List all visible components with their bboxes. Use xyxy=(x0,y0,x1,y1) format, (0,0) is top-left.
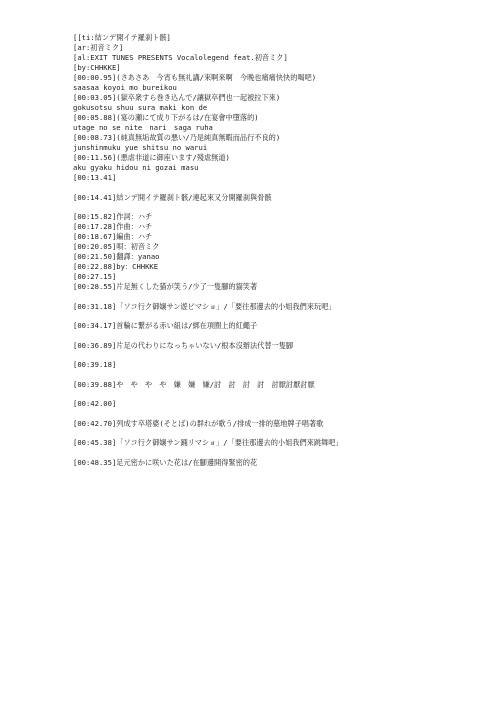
lyric-line: [00:45.38]「ソコ行ク御嬢サン踊リマショ」/「要往那邊去的小姐我們來跳舞吧」 xyxy=(73,438,343,447)
lyric-line: [00:48.35]足元密かに咲いた花は/在腳邊開得緊密的花 xyxy=(73,457,258,467)
lyric-line: [00:11.56](悪虐非道に御座います/殘虐無道) xyxy=(73,153,230,162)
lyric-line: [00:39.18] xyxy=(73,360,117,369)
lyric-line: [00:27.15] xyxy=(73,272,117,281)
lyric-line: [al:EXIT TUNES PRESENTS Vocalolegend feat.初音ミク] xyxy=(73,53,288,62)
lyric-line: [00:13.41] xyxy=(73,173,117,182)
lyric-line: [[ti:結ンデ開イテ羅刹ト骸] xyxy=(73,33,171,42)
lyric-line: [00:18.67]編曲：ハチ xyxy=(73,232,153,241)
lyric-line: [00:22.88]by：CHHKKE xyxy=(73,262,159,271)
lyric-line: [by:CHHKKE] xyxy=(73,63,121,72)
lyric-line: aku gyaku hidou ni gozai masu xyxy=(73,163,199,172)
lyric-line: [00:28.55]片足無くした猫が笑う/少了一隻腳的貓笑著 xyxy=(73,282,258,291)
lyric-line: [00:00.95](さあさあ 今宵も無礼講/來啊來啊 今晚也痛痛快快的喝吧) xyxy=(73,73,317,82)
lyric-line: junshinmuku yue shitsu no warui xyxy=(73,143,208,152)
lyric-line: saasaa koyoi mo bureikou xyxy=(73,83,177,92)
lyric-line: [00:08.73](純真無垢故質の悪い/乃是純真無暇而品行不良的) xyxy=(73,133,281,142)
lyric-line: [00:14.41]結ンデ開イテ羅刹ト骸/連起來又分開羅刹與骨骸 xyxy=(73,192,272,202)
lyrics-text-block xyxy=(73,33,493,468)
lyric-line: [00:42.70]列成す卒塔婆(そとば)の群れが歌う/排成一排的墓地牌子唱著歌 xyxy=(73,418,324,428)
lyric-line: [00:34.17]首輪に繋がる赤い紐は/綁在項圈上的紅繩子 xyxy=(73,321,258,330)
lyric-line: [00:05.88](宴の瀬にて成り下がるは/在宴會中墮落的) xyxy=(73,113,259,122)
lyric-line: [00:15.82]作詞：ハチ xyxy=(73,212,153,221)
lyric-line: utage no se nite nari saga ruha xyxy=(73,123,213,132)
lyric-line: [ar:初音ミク] xyxy=(73,43,124,52)
lyric-line: [00:20.05]唄：初音ミク xyxy=(73,242,160,251)
lyric-line: [00:03.05](獄卒衆すら巻き込んで/讓獄卒們也一起被拉下來) xyxy=(73,93,281,102)
lyric-line: [00:31.18]「ソコ行ク御嬢サン遊ビマショ」/「要往那邊去的小姐我們來玩吧」 xyxy=(73,301,336,311)
lyric-line: [00:39.88]や や や や 嫌 嫌 嫌/討 討 討 討 討厭討厭討厭 xyxy=(73,379,315,389)
lyric-line: [00:21.50]翻譯：yanao xyxy=(73,252,160,261)
lyric-line: [00:42.00] xyxy=(73,399,117,408)
lyric-line: gokusotsu shuu sura maki kon de xyxy=(73,103,208,112)
lyric-line: [00:36.89]片足の代わりになっちゃいない/根本沒辦法代替一隻腳 xyxy=(73,340,294,350)
lyric-line: [00:17.28]作曲：ハチ xyxy=(73,222,153,231)
